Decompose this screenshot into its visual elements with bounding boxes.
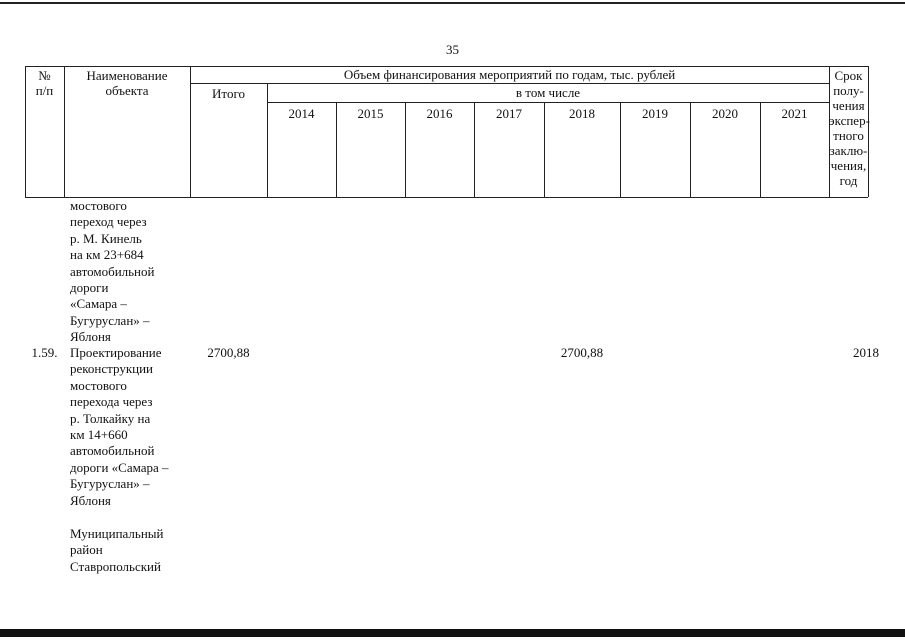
row-2018-value: 2700,88 bbox=[560, 345, 604, 360]
section-heading-district: Муниципальный район Ставропольский bbox=[70, 526, 164, 574]
header-year-2016: 2016 bbox=[426, 106, 453, 121]
header-col-name: Наименование объекта bbox=[86, 68, 168, 98]
header-col-including: в том числе bbox=[515, 85, 581, 100]
header-year-2020: 2020 bbox=[712, 106, 738, 121]
header-year-2014: 2014 bbox=[288, 106, 315, 121]
header-year-2015: 2015 bbox=[357, 106, 384, 121]
header-year-2017: 2017 bbox=[496, 106, 522, 121]
header-year-2021: 2021 bbox=[781, 106, 808, 121]
header-year-2019: 2019 bbox=[642, 106, 668, 121]
row-number: 1.59. bbox=[31, 345, 58, 360]
header-line-years bbox=[267, 102, 829, 103]
header-col-funding: Объем финансирования мероприятий по годам, тыс. рублей bbox=[343, 67, 676, 82]
header-col-number: № п/п bbox=[35, 68, 54, 98]
row-name: Проектирование реконструкции мостового перехода через р. Толкайку на км 14+660 автомобильной дороги «Самара – Бугуруслан» – Яблоня bbox=[70, 345, 169, 508]
row-term-value: 2018 bbox=[853, 345, 879, 360]
header-col-total: Итого bbox=[212, 86, 245, 101]
page-number: 35 bbox=[446, 42, 459, 57]
bottom-rule bbox=[0, 629, 905, 637]
header-vline-including bbox=[267, 83, 268, 197]
header-col-term: Срок полу- чения экспер- тного заклю- чения, год bbox=[829, 68, 870, 188]
table-row-continued-name: мостового переход через р. М. Кинель на км 23+684 автомобильной дороги «Самара – Бугуруслан» – Яблоня bbox=[70, 198, 155, 345]
header-vline-right bbox=[868, 66, 869, 197]
row-total-value: 2700,88 bbox=[207, 345, 250, 360]
header-line-funding bbox=[190, 83, 829, 84]
header-year-2018: 2018 bbox=[569, 106, 595, 121]
